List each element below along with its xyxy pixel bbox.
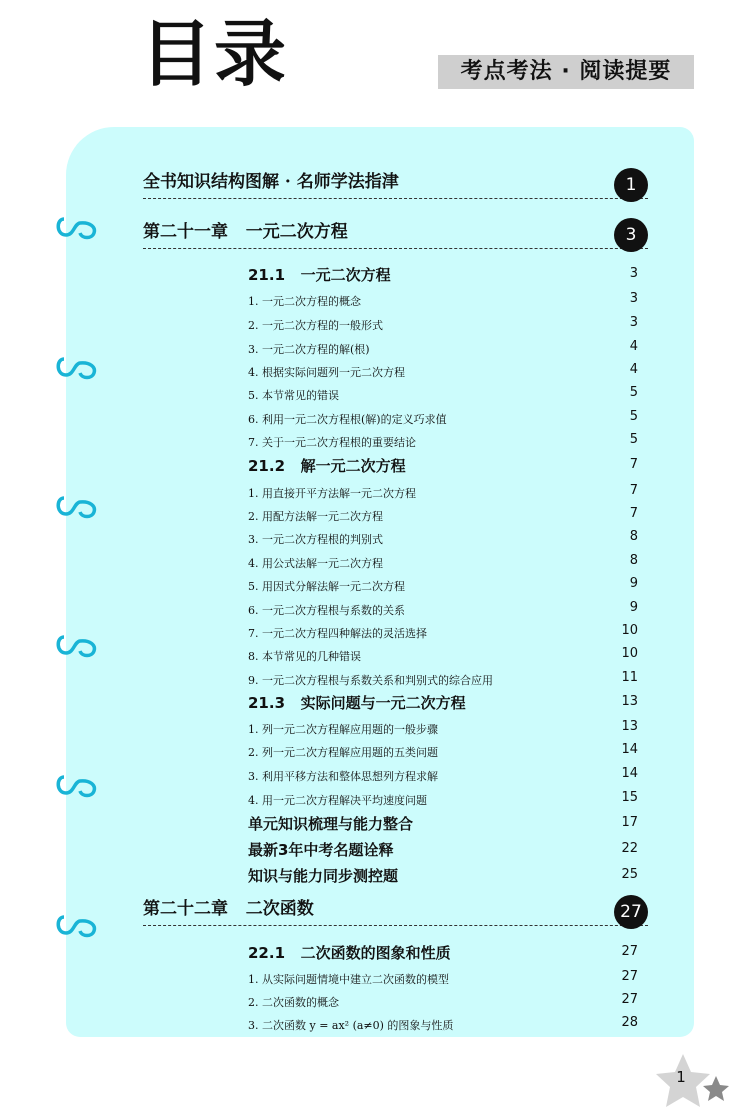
toc-chapter-title: 第二十一章 一元二次方程 <box>143 222 348 242</box>
toc-section[interactable] <box>248 692 638 712</box>
page-number: 4 <box>629 362 638 377</box>
page-number: 14 <box>621 766 638 781</box>
item-title: 4. 用公式法解一元二次方程 <box>248 557 383 570</box>
item-title: 2. 用配方法解一元二次方程 <box>248 510 383 523</box>
binder-ring-icon <box>54 913 98 939</box>
item-title: 3. 一元二次方程的解(根) <box>248 343 370 356</box>
page-number: 9 <box>629 600 638 615</box>
star-decoration-icon <box>650 1052 740 1112</box>
toc-item[interactable] <box>248 361 638 381</box>
toc-item[interactable] <box>248 575 638 595</box>
page-number: 28 <box>621 1015 638 1030</box>
section-title: 21.1 一元二次方程 <box>248 266 391 284</box>
page-number: 27 <box>621 944 638 959</box>
toc-item[interactable] <box>248 599 638 619</box>
toc-item[interactable] <box>248 645 638 665</box>
toc-main-entry[interactable] <box>143 164 648 199</box>
page-number: 10 <box>621 646 638 661</box>
item-title: 2. 一元二次方程的一般形式 <box>248 319 383 332</box>
page-number: 15 <box>621 790 638 805</box>
item-title: 1. 从实际问题情境中建立二次函数的模型 <box>248 973 449 986</box>
item-title: 1. 一元二次方程的概念 <box>248 295 361 308</box>
toc-item[interactable] <box>248 968 638 988</box>
toc-item[interactable] <box>248 552 638 572</box>
unit-title: 最新3年中考名题诠释 <box>248 841 394 859</box>
toc-section[interactable] <box>248 264 638 284</box>
toc-item[interactable] <box>248 314 638 334</box>
section-title: 21.3 实际问题与一元二次方程 <box>248 694 466 712</box>
unit-title: 单元知识梳理与能力整合 <box>248 815 414 833</box>
page-number: 7 <box>629 483 638 498</box>
toc-item[interactable] <box>248 482 638 502</box>
page-number: 8 <box>629 553 638 568</box>
toc-item[interactable] <box>248 789 638 809</box>
toc-main-title: 全书知识结构图解 · 名师学法指津 <box>143 172 399 192</box>
toc-unit-entry[interactable] <box>248 839 638 859</box>
toc-item[interactable] <box>248 765 638 785</box>
item-title: 5. 用因式分解法解一元二次方程 <box>248 580 405 593</box>
toc-item[interactable] <box>248 290 638 310</box>
toc-item[interactable] <box>248 669 638 689</box>
item-title: 2. 二次函数的概念 <box>248 996 339 1009</box>
binder-ring-icon <box>54 633 98 659</box>
section-title: 21.2 解一元二次方程 <box>248 457 406 475</box>
page-number: 10 <box>621 623 638 638</box>
toc-chapter-entry[interactable] <box>143 891 648 926</box>
item-title: 6. 一元二次方程根与系数的关系 <box>248 604 405 617</box>
page-circle-badge: 1 <box>614 168 648 202</box>
item-title: 1. 用直接开平方法解一元二次方程 <box>248 487 416 500</box>
item-title: 1. 列一元二次方程解应用题的一般步骤 <box>248 723 438 736</box>
page-number: 7 <box>629 506 638 521</box>
toc-section[interactable] <box>248 455 638 475</box>
section-title: 22.1 二次函数的图象和性质 <box>248 944 451 962</box>
page-number: 17 <box>621 815 638 830</box>
page-number-footer: 1 <box>676 1068 686 1086</box>
page-number: 27 <box>621 992 638 1007</box>
page-number: 5 <box>629 385 638 400</box>
toc-chapter-title: 第二十二章 二次函数 <box>143 899 314 919</box>
toc-item[interactable] <box>248 718 638 738</box>
toc-item[interactable] <box>248 991 638 1011</box>
binder-ring-icon <box>54 215 98 241</box>
item-title: 8. 本节常见的几种错误 <box>248 650 361 663</box>
page-number: 13 <box>621 719 638 734</box>
toc-chapter-entry[interactable] <box>143 214 648 249</box>
toc-unit-entry[interactable] <box>248 813 638 833</box>
page-number: 8 <box>629 529 638 544</box>
page-number: 4 <box>629 339 638 354</box>
toc-section[interactable] <box>248 942 638 962</box>
item-title: 7. 关于一元二次方程根的重要结论 <box>248 436 416 449</box>
page-number: 3 <box>629 291 638 306</box>
toc-item[interactable] <box>248 505 638 525</box>
binder-ring-icon <box>54 494 98 520</box>
item-title: 6. 利用一元二次方程根(解)的定义巧求值 <box>248 413 447 426</box>
toc-item[interactable] <box>248 408 638 428</box>
page-subtitle: 考点考法 · 阅读提要 <box>438 55 694 89</box>
toc-item[interactable] <box>248 1014 638 1034</box>
page-circle-badge: 3 <box>614 218 648 252</box>
page-number: 14 <box>621 742 638 757</box>
page-number: 9 <box>629 576 638 591</box>
item-title: 2. 列一元二次方程解应用题的五类问题 <box>248 746 438 759</box>
unit-title: 知识与能力同步测控题 <box>248 867 399 885</box>
page-number: 3 <box>629 315 638 330</box>
item-title: 9. 一元二次方程根与系数关系和判别式的综合应用 <box>248 674 493 687</box>
item-title: 4. 用一元二次方程解决平均速度问题 <box>248 794 427 807</box>
toc-item[interactable] <box>248 528 638 548</box>
page-number: 25 <box>621 867 638 882</box>
toc-item[interactable] <box>248 741 638 761</box>
toc-item[interactable] <box>248 622 638 642</box>
page-number: 13 <box>621 694 638 709</box>
item-title: 3. 一元二次方程根的判别式 <box>248 533 383 546</box>
item-title: 7. 一元二次方程四种解法的灵活选择 <box>248 627 427 640</box>
item-title: 4. 根据实际问题列一元二次方程 <box>248 366 405 379</box>
page-number: 11 <box>621 670 638 685</box>
toc-item[interactable] <box>248 431 638 451</box>
page-circle-badge: 27 <box>614 895 648 929</box>
item-title: 5. 本节常见的错误 <box>248 389 339 402</box>
toc-unit-entry[interactable] <box>248 865 638 885</box>
page-number: 27 <box>621 969 638 984</box>
page-number: 7 <box>629 457 638 472</box>
page-number: 3 <box>629 266 638 281</box>
page-number: 5 <box>629 432 638 447</box>
item-title: 3. 二次函数 y = ax² (a≠0) 的图象与性质 <box>248 1019 454 1032</box>
page-number: 5 <box>629 409 638 424</box>
toc-item[interactable] <box>248 384 638 404</box>
binder-ring-icon <box>54 355 98 381</box>
page-number: 22 <box>621 841 638 856</box>
binder-ring-icon <box>54 773 98 799</box>
item-title: 3. 利用平移方法和整体思想列方程求解 <box>248 770 438 783</box>
page-title: 目录 <box>140 12 289 96</box>
toc-item[interactable] <box>248 338 638 358</box>
